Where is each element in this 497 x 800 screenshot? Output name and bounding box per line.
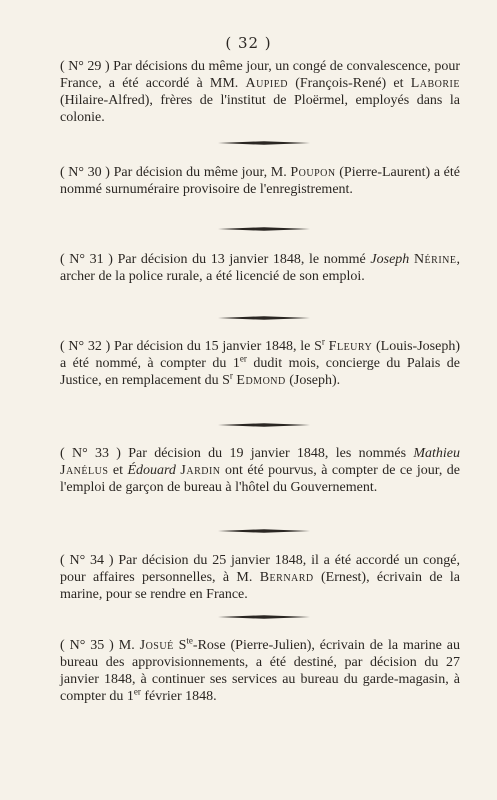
person-name: Josué [139, 638, 174, 653]
first-name: Mathieu [413, 446, 460, 461]
person-name: Laborie [410, 76, 460, 91]
entry-30: ( N° 30 ) Par décision du même jour, M. Poupon (Pierre-Laurent) a été nommé surnuméraire provisoire de l'enregistrement. [60, 165, 460, 197]
section-divider [218, 422, 310, 428]
entry-number: ( N° 30 ) [60, 165, 110, 180]
section-divider [218, 614, 310, 620]
entry-number: ( N° 34 ) [60, 553, 114, 568]
first-name: Édouard [127, 463, 176, 478]
section-divider [218, 226, 310, 232]
entry-number: ( N° 32 ) [60, 339, 111, 354]
entry-number: ( N° 29 ) [60, 59, 110, 74]
entry-32: ( N° 32 ) Par décision du 15 janvier 1848, le $S^r$ Fleury (Louis-Joseph) a été nommé, à compter du 1er dudit mois, concierge du Palais de Justice, en remplacement du $S^r$ Edmond (Joseph). [60, 336, 460, 388]
section-divider [218, 140, 310, 146]
first-name: Joseph [370, 252, 410, 267]
page-number: ( 32 ) [225, 34, 272, 52]
entry-33: ( N° 33 ) Par décision du 19 janvier 1848, les nommés Mathieu Janélus et Édouard Jardin ont été pourvus, à compter de ce jour, de l'emploi de garçon de bureau à l'hôtel du Gouvernement. [60, 446, 460, 495]
section-divider [218, 315, 310, 321]
person-name: Poupon [290, 165, 336, 180]
entry-number: ( N° 31 ) [60, 252, 113, 267]
entry-29: ( N° 29 ) Par décisions du même jour, un congé de convalescence, pour France, a été accordé à MM. Aupied (François-René) et Laborie (Hilaire-Alfred), frères de l'institut de Ploërmel, employés dans la colonie. [60, 59, 460, 125]
person-name: Edmond [236, 373, 286, 388]
entry-35: ( N° 35 ) M. Josué $S^{te}$-Rose (Pierre-Julien), écrivain de la marine au bureau des approvisionnements, a été destiné, par décision du 27 janvier 1848, à continuer ses services au bureau du garde-magasin, à compter du 1er février 1848. [60, 635, 460, 704]
person-name: Fleury [328, 339, 373, 354]
entry-34: ( N° 34 ) Par décision du 25 janvier 1848, il a été accordé un congé, pour affaires personnelles, à M. Bernard (Ernest), écrivain de la marine, pour se rendre en France. [60, 553, 460, 602]
entry-number: ( N° 33 ) [60, 446, 121, 461]
entry-31: ( N° 31 ) Par décision du 13 janvier 1848, le nommé Joseph Nérine, archer de la police rurale, a été licencié de son emploi. [60, 252, 460, 284]
section-divider [218, 528, 310, 534]
person-name: Janélus [60, 463, 109, 478]
person-name: Aupied [245, 76, 289, 91]
person-name: Bernard [259, 570, 314, 585]
person-name: Jardin [180, 463, 221, 478]
person-name: Nérine [413, 252, 457, 267]
entry-number: ( N° 35 ) [60, 638, 114, 653]
